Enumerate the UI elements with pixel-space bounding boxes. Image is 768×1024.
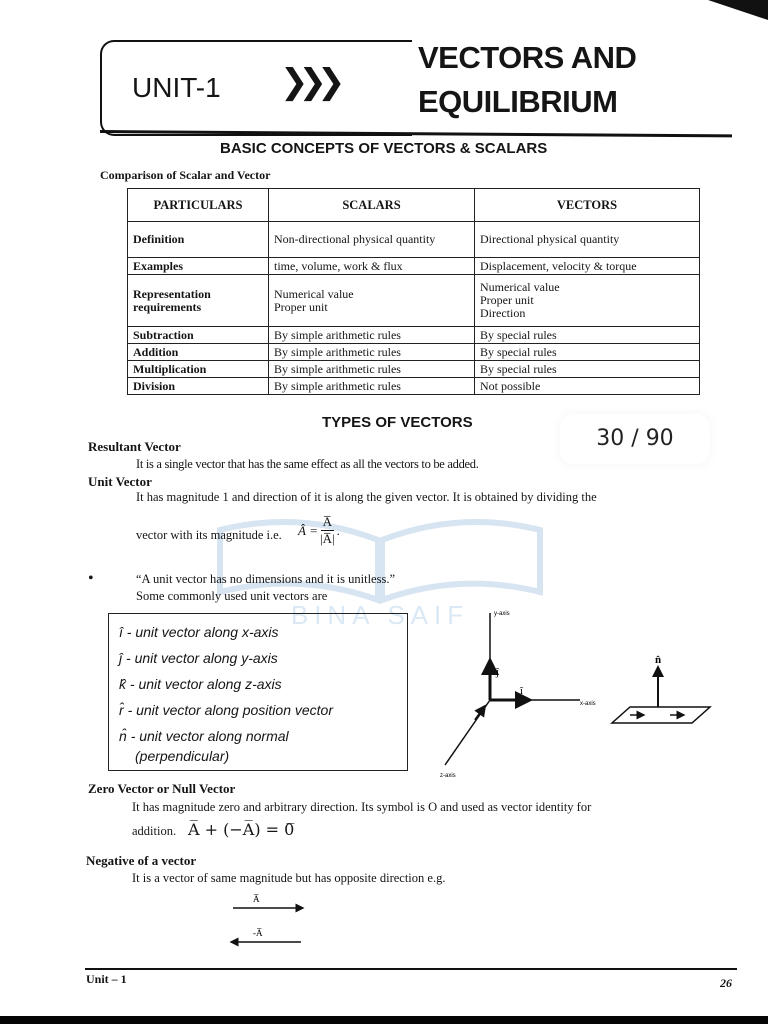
row-particular: Subtraction xyxy=(128,327,269,344)
row-particular: Addition xyxy=(128,344,269,361)
header-particulars: PARTICULARS xyxy=(128,189,269,222)
unit-symbol: î xyxy=(119,624,123,640)
row-vector: Numerical value Proper unit Direction xyxy=(475,275,700,327)
list-item xyxy=(119,676,282,692)
j-label: ĵ xyxy=(496,666,500,678)
row-scalar: By simple arithmetic rules xyxy=(269,361,475,378)
table-row xyxy=(128,344,700,361)
row-vector: By special rules xyxy=(475,327,700,344)
header-scalars: SCALARS xyxy=(269,189,475,222)
unit-description: (perpendicular) xyxy=(135,748,230,764)
chapter-title-line1: VECTORS AND xyxy=(418,40,637,75)
list-item xyxy=(119,702,333,718)
negative-vector-text: It is a vector of same magnitude but has opposite direction e.g. xyxy=(132,871,446,885)
row-vector: By special rules xyxy=(475,344,700,361)
unit-symbol: n̂ xyxy=(119,728,127,744)
unit-symbol: r̂ xyxy=(119,702,124,718)
section-title: BASIC CONCEPTS OF VECTORS & SCALARS xyxy=(220,140,548,157)
footer-unit-label: Unit – 1 xyxy=(86,972,127,986)
list-item xyxy=(119,728,289,744)
zero-vector-text: It has magnitude zero and arbitrary direction. Its symbol is O and used as vector identity for xyxy=(132,800,592,814)
unit-vector-text: It has magnitude 1 and direction of it is along the given vector. It is obtained by dividing the xyxy=(136,490,597,504)
k-unit-arrow xyxy=(475,706,485,720)
negative-vector-diagram xyxy=(225,890,315,950)
chevron-icon: ❯❯❯ xyxy=(280,62,336,102)
x-axis-label: x-axis xyxy=(580,701,596,707)
header-vectors: VECTORS xyxy=(475,189,700,222)
row-scalar: Non-directional physical quantity xyxy=(269,222,475,258)
formula-denominator: |A̅| xyxy=(319,531,335,546)
row-vector: Not possible xyxy=(475,378,700,395)
list-item xyxy=(135,748,229,764)
unit-description: - unit vector along z-axis xyxy=(129,676,282,692)
axes-diagram xyxy=(430,605,730,785)
watermark-text: BINA SAIF xyxy=(290,600,470,630)
list-item xyxy=(119,650,278,666)
unit-description: - unit vector along x-axis xyxy=(126,624,279,640)
bullet-icon: • xyxy=(88,570,94,587)
unit-symbol: ĵ xyxy=(119,650,123,666)
row-vector: Directional physical quantity xyxy=(475,222,700,258)
page-corner-shadow xyxy=(708,0,768,20)
z-axis-label: z-axis xyxy=(440,773,456,779)
zero-vector-formula: A̅ + (−A̅) = 0̅ xyxy=(188,820,295,839)
list-item xyxy=(119,624,279,640)
row-scalar: Numerical value Proper unit xyxy=(269,275,475,327)
bottom-edge-bar xyxy=(0,1016,768,1024)
page-counter: 30 / 90 xyxy=(560,414,710,464)
unit-label: UNIT-1 xyxy=(132,72,221,103)
comparison-title: Comparison of Scalar and Vector xyxy=(100,168,271,182)
table-header-row xyxy=(128,189,700,222)
plane-surface xyxy=(612,707,710,723)
row-particular: Multiplication xyxy=(128,361,269,378)
row-scalar: By simple arithmetic rules xyxy=(269,344,475,361)
unit-vector-list xyxy=(108,613,408,771)
row-vector: By special rules xyxy=(475,361,700,378)
row-scalar: time, volume, work & flux xyxy=(269,258,475,275)
row-particular: Representation requirements xyxy=(128,275,269,327)
i-label: î xyxy=(520,685,524,697)
row-vector: Displacement, velocity & torque xyxy=(475,258,700,275)
table-row xyxy=(128,378,700,395)
chapter-title-line2: EQUILIBRIUM xyxy=(418,84,618,119)
unit-symbol: k̂ xyxy=(119,676,126,692)
table-row xyxy=(128,275,700,327)
bullet-intro: Some commonly used unit vectors are xyxy=(136,589,328,603)
table-row xyxy=(128,361,700,378)
resultant-text: It is a single vector that has the same effect as all the vectors to be added. xyxy=(136,457,479,471)
row-particular: Division xyxy=(128,378,269,395)
negative-vector-heading: Negative of a vector xyxy=(86,853,197,868)
unit-vector-text-2: vector with its magnitude i.e. xyxy=(136,528,282,542)
n-label: n̂ xyxy=(655,654,662,666)
row-scalar: By simple arithmetic rules xyxy=(269,327,475,344)
y-axis-label: y-axis xyxy=(494,611,510,617)
formula-numerator: A̅ xyxy=(322,514,332,529)
unit-description: - unit vector along normal xyxy=(130,728,289,744)
row-particular: Examples xyxy=(128,258,269,275)
resultant-heading: Resultant Vector xyxy=(88,439,181,454)
bullet-quote: “A unit vector has no dimensions and it is unitless.” xyxy=(136,572,395,586)
table-row xyxy=(128,258,700,275)
row-scalar: By simple arithmetic rules xyxy=(269,378,475,395)
footer-divider xyxy=(85,968,737,970)
table-row xyxy=(128,327,700,344)
zero-vector-text-2: addition. xyxy=(132,824,177,838)
table-row xyxy=(128,222,700,258)
types-title: TYPES OF VECTORS xyxy=(322,414,473,431)
footer-page-number: 26 xyxy=(720,976,732,990)
vector-a-label: A̅ xyxy=(253,894,260,904)
row-particular: Definition xyxy=(128,222,269,258)
formula-fraction xyxy=(320,514,335,547)
unit-vector-heading: Unit Vector xyxy=(88,474,152,489)
negative-a-label: -A̅ xyxy=(253,928,263,938)
unit-description: - unit vector along position vector xyxy=(127,702,334,718)
chapter-title xyxy=(418,36,636,124)
zero-vector-heading: Zero Vector or Null Vector xyxy=(88,781,236,796)
unit-vector-formula: Â = $\frac{A̅}{|A̅|}$ . xyxy=(298,514,340,546)
formula-lhs: Â = xyxy=(298,522,318,538)
unit-description: - unit vector along y-axis xyxy=(126,650,278,666)
comparison-table xyxy=(127,188,700,395)
